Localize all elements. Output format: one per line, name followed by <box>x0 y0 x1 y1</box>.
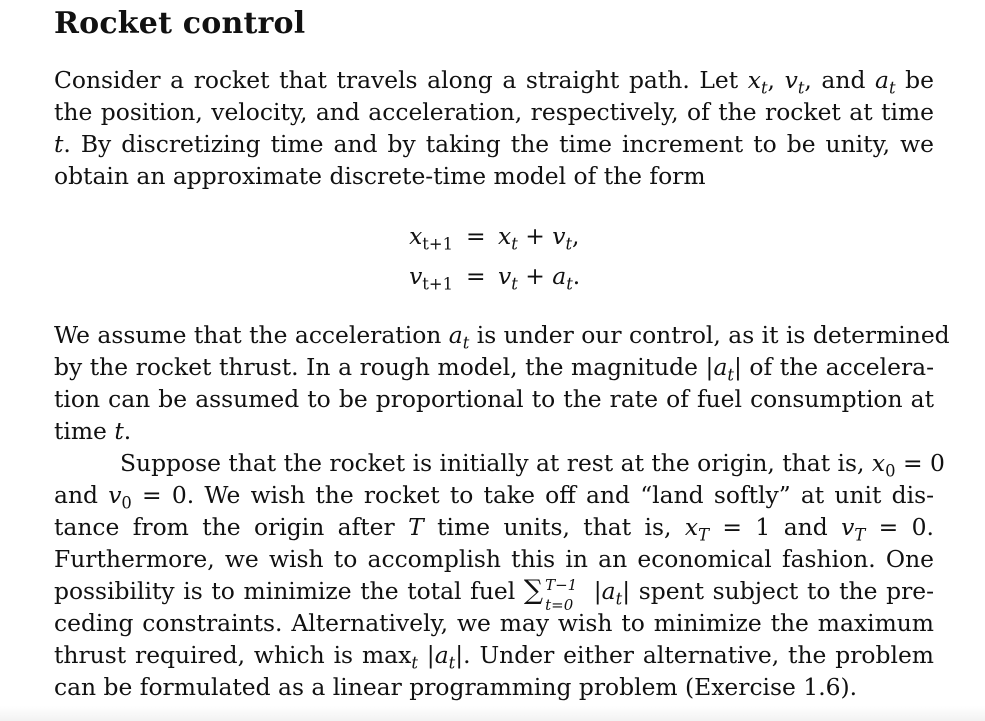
text-line: can be formulated as a linear programming problem (Exercise 1.6). <box>54 673 858 701</box>
text-line: possibility is to minimize the total fuel ∑ T−1 t=0 $|a_t|$ spent subject to the pre- <box>54 575 934 614</box>
page-bottom-edge <box>0 706 985 721</box>
text-line: obtain an approximate discrete-time model of the form <box>54 162 706 190</box>
text-line: ceding constraints. Alternatively, we may wish to minimize the maximum <box>54 609 934 637</box>
section-title: Rocket control <box>54 6 306 41</box>
equation-row-position: $x_{t+1}$ = $x_t + v_t$, <box>409 222 580 254</box>
paragraph-intro <box>54 64 934 192</box>
summation-symbol: ∑ <box>523 575 544 606</box>
text-line: time t. <box>54 417 132 445</box>
text-line: and $v_0 = 0$. We wish the rocket to take off and “land softly” at unit dis- <box>54 481 934 513</box>
text-line: by the rocket thrust. In a rough model, the magnitude $|a_t|$ of the accelera- <box>54 353 935 385</box>
text-line: We assume that the acceleration $a_t$ is under our control, as it is determined <box>54 321 950 353</box>
text-line: Suppose that the rocket is initially at rest at the origin, that is, $x_0 = 0$ <box>120 449 945 481</box>
text-line: t. By discretizing time and by taking the time increment to be unity, we <box>54 130 934 158</box>
text-line: Furthermore, we wish to accomplish this in an economical fashion. One <box>54 545 934 573</box>
text-line: Consider a rocket that travels along a straight path. Let $x_t$, $v_t$, and $a_t$ be <box>54 66 934 98</box>
text-line: thrust required, which is $\max_t |a_t|$. Under either alternative, the problem <box>54 641 934 673</box>
equation-row-velocity: $v_{t+1}$ = $v_t + a_t$. <box>409 262 581 294</box>
paragraph-control <box>54 319 950 447</box>
paragraph-objective <box>54 447 945 703</box>
text-line: tance from the origin after T time units, that is, $x_T = 1$ and $v_T = 0$. <box>54 513 934 545</box>
text-line: tion can be assumed to be proportional to the rate of fuel consumption at <box>54 385 934 413</box>
text-line: the position, velocity, and acceleration, respectively, of the rocket at time <box>54 98 934 126</box>
summation-limits: T−1 t=0 <box>545 575 578 614</box>
